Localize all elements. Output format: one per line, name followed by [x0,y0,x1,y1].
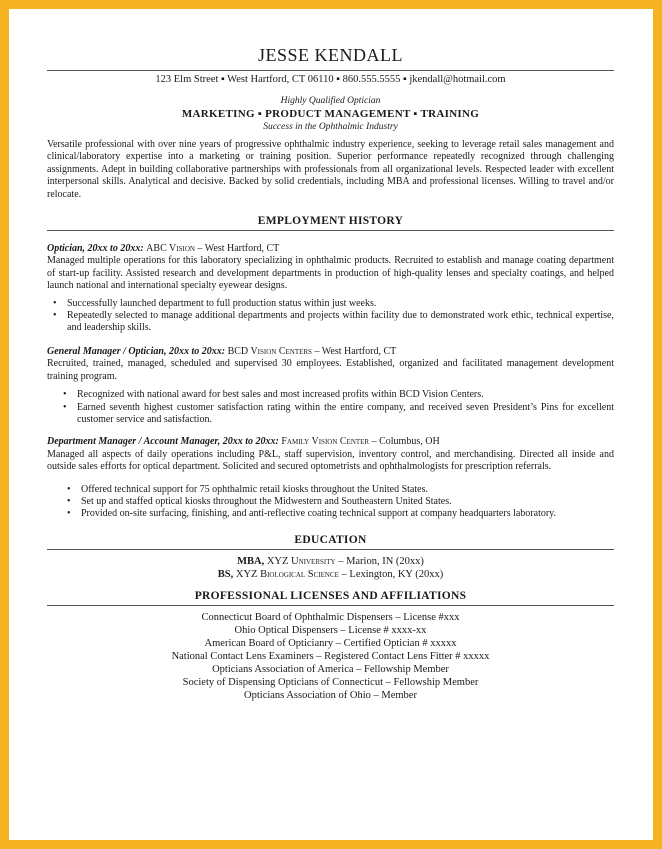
job-bullets [47,484,614,521]
job-header [47,436,614,448]
job-entry [47,346,614,426]
license-item: Society of Dispensing Opticians of Connecticut – Fellowship Member [182,676,479,688]
job-bullet: • Recognized with national award for best sales and most increased profits within BCD Vision Centers. [77,389,614,401]
education-details: – Marion, IN (20xx) [335,555,424,567]
job-location: – Columbus, OH [369,436,440,448]
job-title: General Manager / Optician, 20xx to 20xx: [47,345,226,357]
licenses-divider [47,605,614,606]
education-entry [47,555,614,568]
employment-divider [47,230,614,231]
education-entry [47,568,614,581]
job-employer: ABC Vision [146,243,195,255]
job-entry [47,436,614,520]
education-degree: BS, [217,568,234,580]
job-header [47,243,614,255]
job-title: Department Manager / Account Manager, 20xx to 20xx: [47,436,279,448]
job-bullet: • Successfully launched department to full production status within just weeks. [67,298,614,310]
job-header [47,346,614,358]
resume-name: JESSE KENDALL [258,45,403,65]
education-school: XYZ Biological Science [235,568,339,580]
job-bullets [47,389,614,426]
license-item: Ohio Optical Dispensers – License # xxxx-xx [234,624,427,636]
tagline-top: Highly Qualified Optician [280,96,381,106]
education-school: XYZ University [266,555,336,567]
summary-paragraph: Versatile professional with over nine years of progressive ophthalmic industry experience, seeking to leverage retail sales management and clinical/laboratory expertise into a marketing or training position. Superior performance repeatedly recognized through challenging assignments. Adept in building collaborative partnerships with professionals from all organizational levels. Respected leader with excellent interpersonal skills. Analytical and decisive. Backed by solid credentials, including MBA and professional licenses. Willing to travel and/or relocate. [47,139,614,200]
job-location: – West Hartford, CT [311,345,397,357]
education-divider [47,549,614,550]
job-description: Managed multiple operations for this laboratory specializing in ophthalmic products. Recruited to establish and manage coating department of start-up facility. Assisted research and development departments in production of high-quality lenses and specialty coatings, and helped launch national and international specialty eyewear designs. [47,255,614,292]
contact-line: 123 Elm Street ▪ West Hartford, CT 06110 ▪ 860.555.5555 ▪ jkendall@hotmail.com [155,74,506,85]
header-divider [47,70,614,71]
resume-page [47,45,614,702]
job-location: – West Hartford, CT [194,243,280,255]
education-details: – Lexington, KY (20xx) [338,568,444,580]
job-employer: BCD Vision Centers [227,345,312,357]
headline: MARKETING ▪ PRODUCT MANAGEMENT ▪ TRAINING [181,108,480,120]
job-bullet: • Set up and staffed optical kiosks throughout the Midwestern and Southeastern United States. [81,496,614,508]
job-description: Recruited, trained, managed, scheduled and supervised 30 employees. Established, organized and facilitated management development training program. [47,358,614,382]
license-item: American Board of Opticianry – Certified Optician # xxxxx [204,637,457,649]
job-bullets [47,298,614,335]
job-title: Optician, 20xx to 20xx: [47,243,144,255]
job-description: Managed all aspects of daily operations including P&L, staff supervision, inventory control, and merchandising. Directed all inside and outside sales efforts for optical department. Solicited and secured optometrists and ophthalmologists for prescription referrals. [47,448,614,473]
job-entry [47,243,614,335]
job-bullet: • Provided on-site surfacing, finishing, and anti-reflective coating technical support at company headquarters laboratory. [81,508,614,520]
job-bullet: • Offered technical support for 75 ophthalmic retail kiosks throughout the United States. [81,484,614,496]
job-employer: Family Vision Center [281,436,370,448]
job-bullet: • Earned seventh highest customer satisfaction rating within the entire company, and received seven President’s Pins for excellent customer service and satisfaction. [77,402,614,427]
license-item: National Contact Lens Examiners – Registered Contact Lens Fitter # xxxxx [171,650,490,662]
tagline-bottom: Success in the Ophthalmic Industry [263,122,398,132]
licenses-heading: PROFESSIONAL LICENSES AND AFFILIATIONS [194,589,467,602]
license-item: Opticians Association of America – Fellowship Member [212,663,449,675]
job-bullet: • Repeatedly selected to manage additional departments and projects within facility due to demonstrated work ethic, technical expertise, and leadership skills. [67,310,614,335]
license-item: Opticians Association of Ohio – Member [244,689,417,701]
employment-heading: EMPLOYMENT HISTORY [257,215,404,228]
licenses-list [47,611,614,702]
education-heading: EDUCATION [294,533,367,546]
license-item: Connecticut Board of Ophthalmic Dispensers – License #xxx [201,611,460,623]
education-degree: MBA, [237,555,265,567]
